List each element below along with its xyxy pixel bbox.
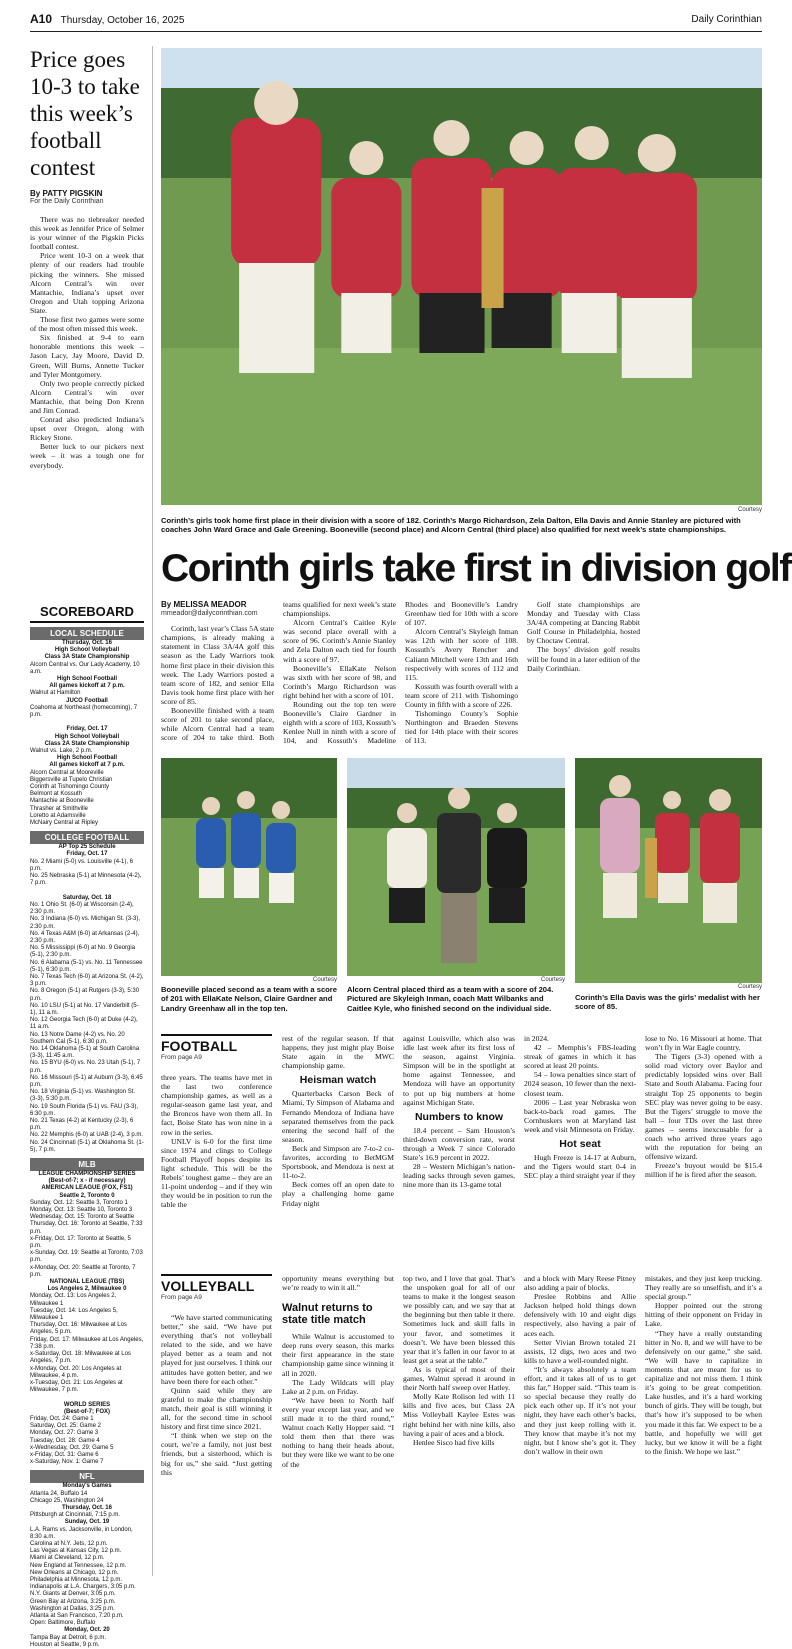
paragraph: Preslee Robbins and Allie Jackson helped hold things down defensively with 10 and eight digs respectively, also having a pair of aces each. — [524, 1292, 636, 1338]
schedule-line: WORLD SERIES — [63, 1401, 111, 1408]
schedule-line: No. 3 Indiana (6-0) vs. Michigan St. (3-3), 2:30 p.m. — [30, 916, 141, 930]
schedule-line: Thrasher at Smithville — [30, 805, 89, 812]
schedule-line: Walnut at Hamilton — [30, 690, 81, 697]
paragraph: 54 – Iowa penalties since start of 2024 season, 10 fewer than the next-closest team. — [524, 1070, 636, 1098]
paragraph: 2006 – Last year Nebraska won back-to-back road games. The Cornhuskers won at Maryland last week and visit Minnesota on Friday. — [524, 1097, 636, 1134]
alcorn-central-photo-credit: Courtesy — [540, 977, 565, 983]
schedule-line: Indianapolis at L.A. Chargers, 3:05 p.m. — [30, 1584, 136, 1591]
schedule-line: AP Top 25 Schedule — [58, 844, 116, 851]
schedule-line: No. 22 Memphis (6-0) at UAB (2-4), 3 p.m. — [30, 1132, 144, 1139]
college-football-list — [30, 844, 144, 1154]
paragraph: mistakes, and they just keep trucking. They really are so unselfish, and it’s a special group.” — [645, 1274, 762, 1302]
schedule-line: Thursday, Oct. 16: Toronto at Seattle, 7:33 p.m. — [30, 1221, 143, 1235]
paragraph: Freeze’s buyout would be $15.4 million if he is fired after the season. — [645, 1161, 762, 1180]
paragraph: Six finished at 9-4 to earn honorable mentions this week – Jason Lacy, Jay Moore, David D. Green, Will Burns, Annette Tucker and Tyler Montgomery. — [30, 333, 144, 379]
schedule-line: All games kickoff at 7 p.m. — [49, 683, 125, 690]
paragraph: Rounding out the top ten were Booneville’s Claire Gardner in eighth with a score of 103, Kossuth’s Kenlee Null in ninth with a score of 104, and Kossuth’s Madeline Rhodes and Booneville’s Landry Greenhaw tied for 10th with a score of 107. — [283, 600, 518, 746]
paragraph: The Lady Wildcats will play Lake at 2 p.m. on Friday. — [282, 1377, 394, 1396]
schedule-line: High School Volleyball — [54, 733, 120, 740]
left-story-headline: Price goes 10-3 to take this week’s football contest — [30, 47, 140, 180]
schedule-line: Thursday, Oct. 16 — [62, 640, 112, 646]
volleyball-col-3 — [403, 1274, 515, 1574]
paragraph: Beck and Simpson are 7-to-2 co-favorites, according to BetMGM Sportsbook, and Mendoza is next at 11-to-2. — [282, 1143, 394, 1181]
schedule-line: All games kickoff at 7 p.m. — [49, 762, 125, 769]
schedule-line: Coahoma at Northeast (homecoming), 7 p.m. — [30, 704, 138, 719]
football-col-2 — [282, 1034, 394, 1264]
schedule-line: Alcorn Central at Mooreville — [30, 769, 104, 776]
golf-story-byline: By MELISSA MEADOR — [161, 600, 247, 609]
schedule-line: High School Football — [57, 755, 117, 762]
numbers-to-know-subhead: Numbers to know — [414, 1110, 504, 1123]
schedule-line: x-Sunday, Oct. 19: Seattle at Toronto, 7:03 p.m. — [30, 1250, 143, 1264]
schedule-line: Monday, Oct. 20 — [64, 1627, 110, 1634]
paragraph: The Tigers (3-3) opened with a solid road victory over Baylor and predictably lopsided wins over Ball State and South Alabama. Facing four straight Top 25 opponents to begin SEC play was never going to be easy. But the Tigers’ struggle to move the ball – four TDs over the last three games – seems inexcusable for a coach who arrived three years ago with the reputation for being an offensive wizard. — [645, 1052, 762, 1162]
schedule-line: No. 19 South Florida (5-1) vs. FAU (3-3), 6:30 p.m. — [30, 1103, 139, 1117]
football-col-4 — [524, 1034, 636, 1264]
schedule-line: No. 5 Mississippi (6-0) at No. 9 Georgia (5-1), 2:30 p.m. — [30, 945, 136, 959]
paragraph: Hugh Freeze is 14-17 at Auburn, and the Tigers would start 0-4 in SEC play a third straight year if they — [524, 1153, 636, 1181]
paragraph: “We have started communicating better,” she said. “We have put everything that’s not volleyball related to the side, and we have played better as a team and not played for just ourselves. I think our attitudes have gotten better, and we have been there for each other.” — [161, 1313, 272, 1386]
football-section-label: FOOTBALL — [161, 1034, 272, 1054]
page-number: A10 — [30, 12, 53, 26]
schedule-line: NATIONAL LEAGUE (TBS) — [49, 1279, 125, 1286]
schedule-line: No. 14 Oklahoma (5-1) at South Carolina (3-3), 11:45 a.m. — [30, 1045, 140, 1060]
golf-headline: Corinth girls take first in division golf — [161, 547, 791, 590]
paragraph: Quarterbacks Carson Beck of Miami, Ty Simpson of Alabama and Fernando Mendoza of Indiana have separated themselves from the pack entering the second half of the season. — [282, 1089, 394, 1144]
paragraph: Henlee Sisco had five kills — [413, 1437, 495, 1447]
schedule-line: Philadelphia at Minnesota, 12 p.m. — [30, 1576, 123, 1583]
schedule-line: Miami at Cleveland, 12 p.m. — [30, 1555, 105, 1562]
schedule-line: No. 12 Georgia Tech (6-0) at Duke (4-2), 11 a.m. — [30, 1017, 138, 1031]
publication-name: Daily Corinthian — [691, 14, 762, 25]
schedule-line: Open: Baltimore, Buffalo — [30, 1620, 96, 1627]
paragraph: Hopper pointed out the strong hitting of their opponent on Friday in Lake. — [645, 1301, 762, 1329]
schedule-line: No. 15 BYU (6-0) vs. No. 23 Utah (5-1), 7 p.m. — [30, 1060, 141, 1074]
schedule-line: Washington at Dallas, 3:25 p.m. — [30, 1605, 115, 1612]
booneville-photo — [161, 758, 337, 976]
schedule-line: Atlanta at San Francisco, 7:20 p.m. — [30, 1613, 124, 1619]
paragraph: As is typical of most of their games, Walnut spread it around in their North half sweep over Hatley. — [403, 1364, 515, 1393]
schedule-line: High School Volleyball — [54, 647, 120, 654]
mlb-list — [30, 1171, 144, 1466]
page-header — [30, 12, 762, 32]
paragraph: “It’s always absolutely a team effort, and it takes all of us to get this far,” Hopper said. “This team is so special because they really do pick each other up. If it’s not your night, they have each other’s backs, and they just keep rolling with it. They know that maybe it’s not my night, but I know she’s got it. They don’t wallow in their own — [524, 1364, 636, 1456]
mlb-heading: MLB — [30, 1158, 144, 1171]
nfl-list — [30, 1483, 144, 1649]
main-photo-credit: Courtesy — [737, 507, 762, 513]
schedule-line: N.Y. Giants at Denver, 3:05 p.m. — [30, 1591, 116, 1598]
paragraph: 28 – Western Michigan’s nation-leading sacks through seven games, nine more than its 13-game total — [403, 1162, 515, 1190]
schedule-line: No. 13 Notre Dame (4-2) vs. No. 20 Southern Cal (5-1), 6:30 p.m. — [30, 1031, 125, 1045]
football-from-page: From page A9 — [161, 1054, 202, 1061]
local-schedule-list — [30, 640, 144, 827]
scoreboard — [30, 604, 144, 1648]
issue-date: Thursday, October 16, 2025 — [60, 15, 185, 26]
schedule-line: x-Wednesday, Oct. 29: Game 5 — [30, 1444, 114, 1451]
hot-seat-subhead: Hot seat — [559, 1138, 601, 1151]
paragraph: “I think when we step on the court, we’re a family, not just best friends, but a sisterhood, which is big for us,” she said. “Just getting this — [161, 1431, 272, 1477]
paragraph: Kossuth was fourth overall with a team score of 211 with Tishomingo County in fifth with a score of 226. — [405, 681, 518, 710]
paragraph: opportunity means everything but we’re ready to win it all.” — [282, 1274, 394, 1293]
schedule-line: x-Saturday, Oct. 18: Milwaukee at Los Angeles, 7 p.m. — [30, 1351, 131, 1365]
left-story-body — [30, 215, 144, 535]
alcorn-central-photo — [347, 758, 565, 976]
paragraph: Corinth, last year’s Class 5A state champions, is already making a statement in Class 3A/4A golf this season as the Lady Warriors took home first place in their division this week. The Lady Warriors posted a team score of 182, and senior Ella Davis took home first place with her score of 85. — [161, 624, 274, 706]
paragraph: three years. The teams have met in the last two conference championship games, as well as a regular-season game last year, and the Broncos have won them all. In fact, Boise State has won nine in a row in the series. — [161, 1073, 272, 1137]
schedule-line: New England at Tennessee, 12 p.m. — [30, 1562, 127, 1569]
paragraph: 18.4 percent – Sam Houston’s third-down conversion rate, worst through a Week 7 since Colorado State’s 16.9 percent in 2022. — [403, 1125, 515, 1163]
left-story-byline-sub: For the Daily Corinthian — [30, 198, 104, 205]
schedule-line: (Best-of-7; x - if necessary) — [48, 1178, 126, 1185]
schedule-line: Sunday, Oct. 19 — [64, 1519, 110, 1526]
paragraph: Conrad also predicted Indiana’s upset over Oregon, along with Rickey Stone. — [30, 415, 144, 443]
schedule-line: Carolina at N.Y. Jets, 12 p.m. — [30, 1540, 108, 1547]
left-story-byline: By PATTY PIGSKIN — [30, 189, 103, 198]
schedule-line: Monday, Oct. 13: Los Angeles 2, Milwaukee 1 — [30, 1293, 117, 1307]
paragraph: There was no tiebreaker needed this week as Jennifer Price of Selmer is your winner of the Pigskin Picks football contest. — [30, 215, 144, 252]
paragraph: Booneville’s EllaKate Nelson was sixth with her score of 98, and Corinth’s Margo Richardson was right behind her with a score of 101. — [283, 663, 396, 700]
local-schedule-heading: LOCAL SCHEDULE — [30, 627, 144, 640]
college-football-heading: COLLEGE FOOTBALL — [30, 831, 144, 844]
schedule-line: x-Monday, Oct. 20: Seattle at Toronto, 7 p.m. — [30, 1264, 136, 1278]
football-col-3 — [403, 1034, 515, 1264]
schedule-line: Tampa Bay at Detroit, 6 p.m. — [30, 1634, 107, 1641]
paragraph: Quinn said while they are grateful to make the championship match, their goal is still winning it all, for the second time in school history and first time since 2021. — [161, 1385, 272, 1432]
column-rule — [152, 46, 153, 1576]
schedule-line: x-Tuesday, Oct. 21: Los Angeles at Milwaukee, 7 p.m. — [30, 1379, 123, 1394]
paragraph: Booneville finished with a team score of 201 to take second place, while Alcorn Central had a team score of 204 to take third. Both teams qualified for next week’s state championships. — [161, 600, 396, 743]
schedule-line: Saturday, Oct. 25: Game 2 — [30, 1423, 101, 1430]
schedule-line: Saturday, Oct. 18 — [62, 894, 112, 901]
schedule-line: x-Monday, Oct. 20: Los Angeles at Milwaukee, 4 p.m. — [30, 1365, 122, 1379]
schedule-line: No. 16 Missouri (5-1) at Auburn (3-3), 6:45 p.m. — [30, 1074, 143, 1088]
schedule-line: Tuesday, Oct. 14: Los Angeles 5, Milwaukee 1 — [30, 1307, 118, 1322]
paragraph: and a block with Mary Reese Pitney also adding a pair of blocks. — [524, 1274, 636, 1293]
football-col-5 — [645, 1034, 762, 1264]
schedule-line: Seattle 2, Toronto 0 — [59, 1192, 115, 1199]
paragraph: Setter Vivian Brown totaled 21 assists, 12 digs, two aces and two kills to have a well-rounded night. — [524, 1337, 636, 1365]
paragraph: 42 – Memphis’s FBS-leading streak of games in which it has scored at least 20 points. — [524, 1043, 636, 1071]
schedule-line: L.A. Rams vs. Jacksonville, in London, 8:30 a.m. — [30, 1526, 133, 1540]
golf-story-email: mmeador@dailycorinthian.com — [161, 610, 258, 618]
schedule-line: Houston at Seattle, 9 p.m. — [30, 1641, 100, 1648]
schedule-line: Sunday, Oct. 12: Seattle 3, Toronto 1 — [30, 1199, 128, 1206]
schedule-line: No. 18 Virginia (5-1) vs. Washington St. (3-3), 5:30 p.m. — [30, 1089, 136, 1103]
football-jump — [161, 1034, 762, 1264]
schedule-line: Wednesday, Oct. 15: Toronto at Seattle — [30, 1214, 135, 1221]
schedule-line — [30, 719, 144, 726]
schedule-line: x-Friday, Oct. 31: Game 6 — [30, 1451, 99, 1458]
schedule-line: No. 6 Alabama (5-1) vs. No. 11 Tennessee (5-1), 6:30 p.m. — [30, 959, 143, 973]
paragraph: Only two people correctly picked Alcorn Central’s win over Mantachie, that being Don Krenn and Jim Conrad. — [30, 378, 144, 415]
schedule-line: Belmont at Kossuth — [30, 791, 83, 798]
schedule-line: Friday, Oct. 17 — [66, 726, 108, 733]
schedule-line: High School Football — [57, 676, 117, 683]
volleyball-jump — [161, 1274, 762, 1574]
schedule-line: Thursday, Oct. 16 — [62, 1504, 112, 1511]
schedule-line: No. 21 Texas (4-2) at Kentucky (2-3), 6 p.m. — [30, 1118, 134, 1132]
schedule-line: No. 2 Miami (5-0) vs. Louisville (4-1), 6 p.m. — [30, 858, 134, 872]
schedule-line — [30, 1394, 144, 1401]
schedule-line: Loretto at Adamsville — [30, 812, 86, 819]
paragraph: Price went 10-3 on a week that plenty of our readers had trouble picking the winners. She missed Alcorn Central’s win over Mantachie, Indiana’s upset over Oregon and Utah topping Arizona State. — [30, 251, 144, 315]
schedule-line: No. 10 LSU (5-1) at No. 17 Vanderbilt (5-1), 11 a.m. — [30, 1002, 139, 1016]
nfl-heading: NFL — [30, 1470, 144, 1483]
schedule-line: No. 7 Texas Tech (6-0) at Arizona St. (4-2), 3 p.m. — [30, 973, 144, 988]
schedule-line: No. 4 Texas A&M (6-0) at Arkansas (2-4), 2:30 p.m. — [30, 930, 140, 944]
paragraph: UNLV is 6-0 for the first time since 1974 and clings to College Football Playoff hopes despite its light schedule. This will be the Rebels’ toughest game – they are an 11-point underdog – and if they win they would be in position to run the table the — [161, 1136, 272, 1210]
schedule-line: No. 1 Ohio St. (6-0) at Wisconsin (2-4), 2:30 p.m. — [30, 901, 134, 916]
schedule-line: Monday's Games — [62, 1483, 112, 1490]
corinth-medalist-photo-credit: Courtesy — [737, 984, 762, 990]
paragraph: in 2024. — [524, 1034, 549, 1043]
schedule-line: Class 3A State Championship — [44, 654, 130, 661]
main-photo-caption: Corinth’s girls took home first place in their division with a score of 182. Corinth’s Margo Richardson, Zela Dalton, Ella Davis and Annie Stanley are pictured with coaches John Ward Grace and Gale Greening. Booneville (second place) and Alcorn Central (third place) also qualified for next week’s state championships. — [161, 516, 741, 535]
volleyball-col-4 — [524, 1274, 636, 1574]
schedule-line: No. 24 Cincinnati (5-1) at Oklahoma St. (1-5), 7 p.m. — [30, 1139, 144, 1153]
schedule-line: McNairy Central at Ripley — [30, 820, 99, 827]
paragraph: top two, and I love that goal. That’s the unspoken goal for all of our teams to make it the longest season we possibly can, and we say that at the beginning but then table it there. Sometimes luck and skill falls in your favor, and sometimes it doesn’t. We have been blessed this year that it’s fallen in our favor to at least get a seat at the table.” — [403, 1274, 515, 1365]
paragraph: Golf state championships are Monday and Tuesday with Class 3A/4A competing at Dancing Rabbit Golf Course in Philadelphia, hosted by Choctaw Central. — [527, 600, 640, 646]
golf-story-body — [161, 600, 762, 750]
schedule-line: (Best-of-7; FOX) — [64, 1408, 110, 1415]
schedule-line: x-Saturday, Nov. 1: Game 7 — [30, 1459, 104, 1466]
alcorn-central-photo-caption: Alcorn Central placed third as a team with a score of 204. Pictured are Skyleigh Inman, coach Matt Wilbanks and Caitlee Kyle, who finished second on the individual side. — [347, 985, 554, 1013]
schedule-line: Green Bay at Arizona, 3:25 p.m. — [30, 1598, 116, 1605]
paragraph: Molly Kate Rolison led with 11 kills and five aces, but Class 2A Miss Volleyball Kaylee Estes was right behind her with nine kills, also having a pair of aces and a block. — [403, 1392, 515, 1438]
volleyball-col-2 — [282, 1274, 394, 1574]
paragraph: Alcorn Central’s Caitlee Kyle was second place overall with a score of 96. Corinth’s Annie Stanley and Zela Dalton each tied for fourth with a score of 97. — [283, 618, 396, 664]
volleyball-section-label: VOLLEYBALL — [161, 1274, 272, 1294]
schedule-line: Biggersville at Tupelo Christian — [30, 776, 113, 783]
schedule-line: Friday, Oct. 17: Milwaukee at Los Angeles, 7:38 p.m. — [30, 1336, 144, 1350]
walnut-returns-subhead: Walnut returns to state title match — [282, 1302, 373, 1327]
main-photo — [161, 48, 762, 505]
schedule-line: Friday, Oct. 17 — [66, 851, 108, 858]
schedule-line: Alcorn Central vs. Our Lady Academy, 10 a.m. — [30, 661, 140, 675]
paragraph: rest of the regular season. If that happens, they just might play Boise State again in the MWC championship game. — [282, 1034, 394, 1071]
schedule-line: Los Angeles 2, Milwaukee 0 — [47, 1286, 127, 1293]
paragraph: Better luck to our pickers next week – it was a tough one for everybody. — [30, 442, 144, 470]
corinth-medalist-photo-caption: Corinth’s Ella Davis was the girls’ medalist with her score of 85. — [575, 993, 760, 1012]
volleyball-from-page: From page A9 — [161, 1294, 202, 1301]
booneville-photo-credit: Courtesy — [312, 977, 337, 983]
golf-story — [161, 600, 762, 750]
schedule-line: AMERICAN LEAGUE (FOX, FS1) — [41, 1185, 133, 1192]
schedule-line: Class 2A State Championship — [44, 740, 130, 747]
scoreboard-title: SCOREBOARD — [30, 604, 144, 623]
schedule-line: x-Friday, Oct. 17: Toronto at Seattle, 5 p.m. — [30, 1235, 131, 1250]
booneville-photo-caption: Booneville placed second as a team with a score of 201 with EllaKate Nelson, Claire Gardner and Landry Greenhaw all in the top ten. — [161, 985, 337, 1013]
paragraph: Beck comes off an open date to play a challenging home game Friday night — [282, 1180, 394, 1208]
corinth-medalist-photo — [575, 758, 762, 983]
football-col-1 — [161, 1073, 272, 1253]
paragraph: lose to No. 16 Missouri at home. That won’t fly in War Eagle country. — [645, 1034, 762, 1053]
schedule-line: Atlanta 24, Buffalo 14 — [30, 1490, 88, 1497]
schedule-line: Pittsburgh at Cincinnati, 7:15 p.m. — [30, 1512, 121, 1519]
heisman-watch-subhead: Heisman watch — [299, 1074, 377, 1087]
schedule-line: No. 8 Oregon (5-1) at Rutgers (3-3), 5:30 p.m. — [30, 988, 140, 1002]
paragraph: While Walnut is accustomed to deep runs every season, this marks their first appearance in the state championship game since winning it all in 2020. — [282, 1332, 394, 1378]
paragraph: “We have been to North half every year except last year, and we still made it to the third round,” Walnut coach Kelly Hopper said. “I told them then that there was nothing to hang their heads about, but they were like we want to be one of the — [282, 1395, 394, 1469]
paragraph: Tishomingo County’s Sophie Northington and Braeden Stevens tied for 14th place with their scores of 113. — [405, 709, 518, 746]
schedule-line: New Orleans at Chicago, 12 p.m. — [30, 1569, 119, 1576]
schedule-line: LEAGUE CHAMPIONSHIP SERIES — [38, 1171, 136, 1178]
paragraph: Alcorn Central’s Skyleigh Inman was 12th with her score of 108. Kossuth’s Avery Rencher and Caliann Mitchell were 13th and 16th respectively with scores of 112 and 115. — [405, 627, 518, 682]
schedule-line: Monday, Oct. 13: Seattle 10, Toronto 3 — [30, 1207, 133, 1214]
schedule-line: Chicago 25, Washington 24 — [30, 1497, 104, 1504]
schedule-line: Las Vegas at Kansas City, 12 p.m. — [30, 1548, 122, 1555]
schedule-line: Walnut vs. Lake, 2 p.m. — [30, 748, 93, 755]
schedule-line: Monday, Oct. 27: Game 3 — [30, 1430, 99, 1437]
schedule-line: Tuesday, Oct. 28: Game 4 — [30, 1437, 100, 1444]
schedule-line: JUCO Football — [66, 697, 108, 704]
paragraph: The boys’ division golf results will be found in a later edition of the Daily Corinthian. — [527, 645, 640, 673]
left-story — [30, 46, 144, 535]
paragraph: “They have a really outstanding hitter in No. 8, and we will have to be defensively on our game,” she said. “We will have to capitalize in moments that are meant for us to capitalize and not miss them. I think it’s going to be great competition. Lake hustles, and it’s a hard working bunch of girls. They will be tough, but that’s how it’s supposed to be when you made it this far. We expect to be a battle, and hopefully we will get lucky, but we know it will be a fight to the finish. We hope we last.” — [645, 1328, 762, 1456]
volleyball-col-1 — [161, 1313, 272, 1563]
schedule-line: Thursday, Oct. 16: Milwaukee at Los Angeles, 5 p.m. — [30, 1322, 127, 1336]
volleyball-col-5 — [645, 1274, 762, 1574]
schedule-line: Mantachie at Booneville — [30, 798, 94, 805]
paragraph: Those first two games were some of the most often missed this week. — [30, 315, 144, 334]
schedule-line: Friday, Oct. 24: Game 1 — [30, 1415, 94, 1422]
schedule-line: Corinth at Tishomingo County — [30, 784, 110, 791]
schedule-line — [30, 888, 144, 895]
paragraph: against Louisville, which also was idle last week after its first loss of the season, against Virginia. Simpson will be in the spotlight at home against Tennessee, and Mendoza will have an opportunity to put up big numbers at home against Michigan State. — [403, 1034, 515, 1107]
schedule-line: No. 25 Nebraska (5-1) at Minnesota (4-2), 7 p.m. — [30, 873, 142, 887]
